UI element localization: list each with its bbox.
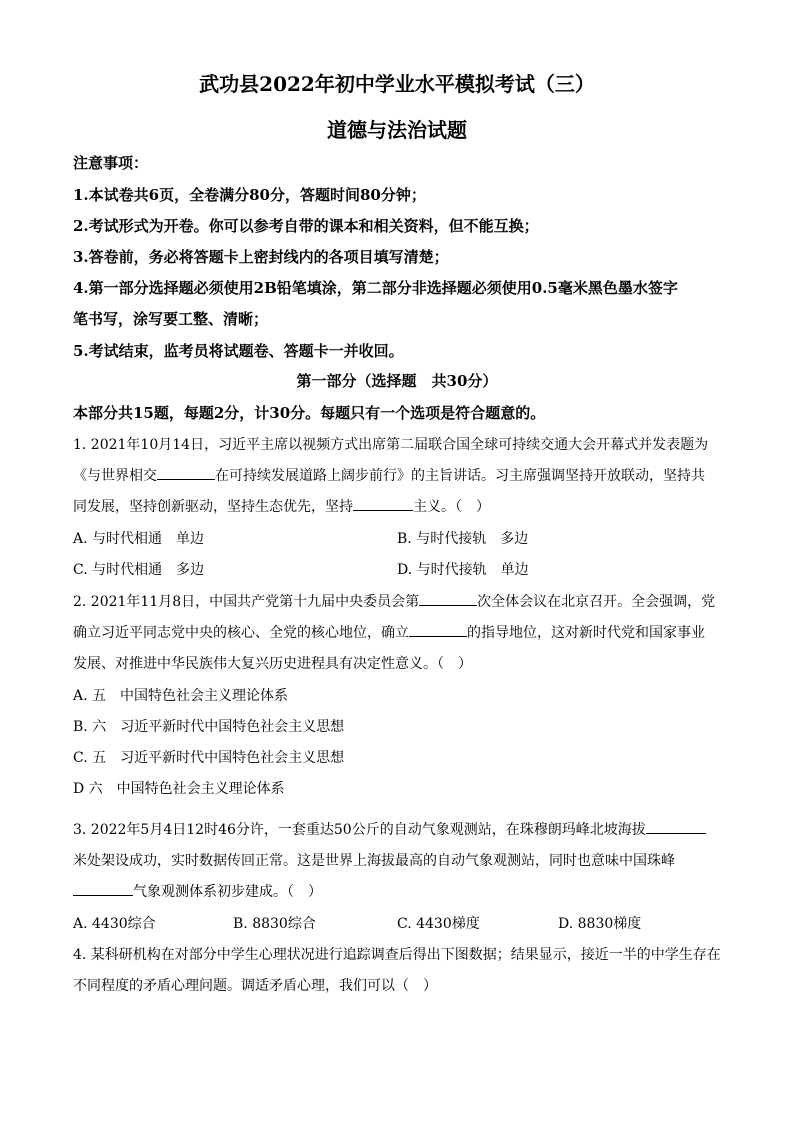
question-2-line	[73, 591, 715, 611]
note-item: 2.考试形式为开卷。你可以参考自带的课本和相关资料，但不能互换；	[73, 217, 539, 235]
question-1-line	[73, 496, 490, 516]
question-text: 主义。（ ）	[413, 499, 490, 515]
option-c: C. 五 习近平新时代中国特色社会主义思想	[73, 750, 345, 766]
note-item: 4.第一部分选择题必须使用2B铅笔填涂，第二部分非选择题必须使用0.5毫米黑色墨水签字	[73, 279, 678, 297]
question-text: 气象观测体系初步建成。（ ）	[133, 884, 322, 900]
question-text: 在可持续发展道路上阔步前行》的主旨讲话。习主席强调坚持开放联动，坚持共	[215, 468, 705, 484]
option-b: B. 8830综合	[233, 916, 316, 932]
note-item: 1.本试卷共6页，全卷满分80分，答题时间80分钟；	[73, 186, 426, 204]
question-1-line	[73, 465, 705, 485]
notes-heading: 注意事项：	[73, 154, 149, 172]
answer-blank	[157, 465, 215, 480]
question-3-line	[73, 819, 706, 839]
answer-blank	[646, 819, 706, 834]
answer-blank	[353, 496, 413, 511]
section-instruction: 本部分共15题，每题2分，计30分。每题只有一个选项是符合题意的。	[73, 404, 546, 422]
question-3-line	[73, 881, 322, 901]
exam-subtitle: 道德与法治试题	[327, 118, 467, 142]
option-c: C. 与时代相通 多边	[73, 562, 205, 578]
section-title: 第一部分（选择题 共30分）	[296, 372, 498, 390]
option-a: A. 五 中国特色社会主义理论体系	[73, 688, 289, 704]
question-2-line	[73, 622, 705, 642]
question-2-line: 发展、对推进中华民族伟大复兴历史进程具有决定性意义。（ ）	[73, 656, 472, 672]
question-text: 的指导地位，这对新时代党和国家事业	[467, 625, 705, 641]
question-text: 次全体会议在北京召开。全会强调，党	[477, 594, 716, 610]
question-4-line: 不同程度的矛盾心理问题。调适矛盾心理，我们可以（ ）	[73, 978, 437, 994]
question-3-line: 米处架设成功，实时数据传回正常。这是世界上海拔最高的自动气象观测站，同时也意味中国珠峰	[73, 853, 675, 869]
option-c: C. 4430梯度	[397, 916, 480, 932]
option-a: A. 4430综合	[73, 916, 156, 932]
option-d: D. 8830梯度	[558, 916, 642, 932]
question-text: 同发展，坚持创新驱动，坚持生态优先，坚持	[73, 499, 353, 515]
option-d: D 六 中国特色社会主义理论体系	[73, 781, 285, 797]
answer-blank	[409, 622, 467, 637]
note-item: 5.考试结束，监考员将试题卷、答题卡一并收回。	[73, 342, 404, 360]
question-4-line: 4. 某科研机构在对部分中学生心理状况进行追踪调查后得出下图数据；结果显示，接近一半的中学生存在	[73, 947, 721, 963]
question-text: 2. 2021年11月8日，中国共产党第十九届中央委员会第	[73, 594, 420, 610]
option-b: B. 与时代接轨 多边	[397, 531, 529, 547]
option-b: B. 六 习近平新时代中国特色社会主义思想	[73, 719, 345, 735]
question-text: 3. 2022年5月4日12时46分许，一套重达50公斤的自动气象观测站，在珠穆朗玛峰北坡海拔	[73, 822, 646, 838]
note-item: 笔书写，涂写要工整、清晰；	[73, 310, 269, 328]
answer-blank	[73, 881, 133, 896]
question-text: 确立习近平同志党中央的核心、全党的核心地位，确立	[73, 625, 409, 641]
option-d: D. 与时代接轨 单边	[397, 562, 529, 578]
question-text: 《与世界相交	[73, 468, 157, 484]
option-a: A. 与时代相通 单边	[73, 531, 205, 547]
note-item: 3.答卷前，务必将答题卡上密封线内的各项目填写清楚；	[73, 248, 449, 266]
question-1-line: 1. 2021年10月14日，习近平主席以视频方式出席第二届联合国全球可持续交通大会开幕式并发表题为	[73, 437, 709, 453]
answer-blank	[419, 591, 477, 606]
exam-title: 武功县2022年初中学业水平模拟考试（三）	[199, 72, 595, 96]
